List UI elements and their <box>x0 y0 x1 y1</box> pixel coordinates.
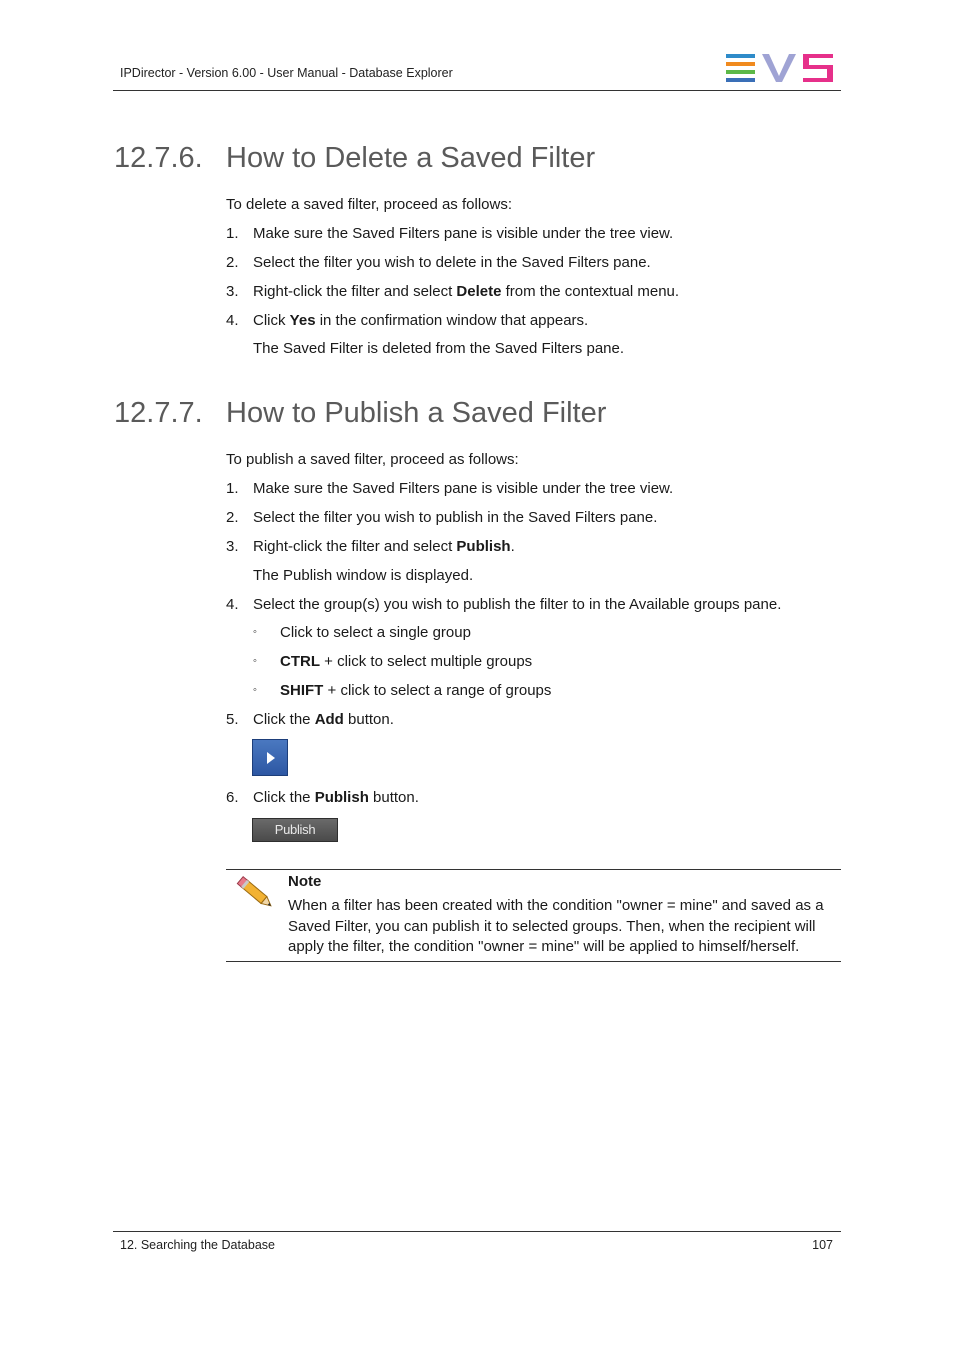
list-item: 5. Click the Add button. <box>226 711 394 728</box>
section-title: How to Delete a Saved Filter <box>226 142 596 174</box>
list-item: 3. Right-click the filter and select Delete from the contextual menu. <box>226 283 680 300</box>
section-number: 12.7.7. <box>114 397 203 429</box>
bullet-icon: ◦ <box>253 655 257 667</box>
intro-text: To delete a saved filter, proceed as follows: <box>226 196 512 213</box>
page-number: 107 <box>812 1238 833 1252</box>
step-result: The Saved Filter is deleted from the Saved Filters pane. <box>253 340 625 357</box>
list-item: 1. Make sure the Saved Filters pane is visible under the tree view. <box>226 480 674 497</box>
footer-chapter: 12. Searching the Database <box>120 1238 275 1252</box>
list-item: 6. Click the Publish button. <box>226 789 419 806</box>
arrow-right-icon <box>267 752 275 764</box>
note-divider-top <box>226 869 841 870</box>
note-title: Note <box>288 873 322 890</box>
list-item: 4. Click Yes in the confirmation window that appears. <box>226 312 589 329</box>
header-divider <box>113 90 841 91</box>
bullet-item: ◦ Click to select a single group <box>253 624 471 641</box>
note-divider-bottom <box>226 961 841 962</box>
bullet-item: ◦ CTRL + click to select multiple groups <box>253 653 533 670</box>
add-button-image <box>252 739 288 776</box>
section-title: How to Publish a Saved Filter <box>226 397 607 429</box>
list-item: 4. Select the group(s) you wish to publish the filter to in the Available groups pane. <box>226 596 782 613</box>
list-item: 3. Right-click the filter and select Publish. <box>226 538 515 555</box>
note-body: When a filter has been created with the condition "owner = mine" and saved as a Saved Filter, you can publish it to selected groups. Then, when the recipient will apply the filter, the condition "owner = mine" will be applied to himself/herself. <box>288 897 824 955</box>
footer-divider <box>113 1231 841 1232</box>
section-number: 12.7.6. <box>114 142 203 174</box>
section-heading-publish <box>114 397 606 430</box>
evs-logo <box>726 54 834 82</box>
section-heading-delete <box>114 142 595 175</box>
bullet-icon: ◦ <box>253 684 257 696</box>
pencil-icon <box>232 872 280 916</box>
header-title: IPDirector - Version 6.00 - User Manual - Database Explorer <box>120 66 453 80</box>
list-item: 1. Make sure the Saved Filters pane is visible under the tree view. <box>226 225 674 242</box>
publish-button-image: Publish <box>252 818 338 842</box>
list-item: 2. Select the filter you wish to publish in the Saved Filters pane. <box>226 509 658 526</box>
step-result: The Publish window is displayed. <box>253 567 474 584</box>
list-item: 2. Select the filter you wish to delete in the Saved Filters pane. <box>226 254 651 271</box>
bullet-item: ◦ SHIFT + click to select a range of groups <box>253 682 552 699</box>
bullet-icon: ◦ <box>253 626 257 638</box>
intro-text: To publish a saved filter, proceed as follows: <box>226 451 519 468</box>
